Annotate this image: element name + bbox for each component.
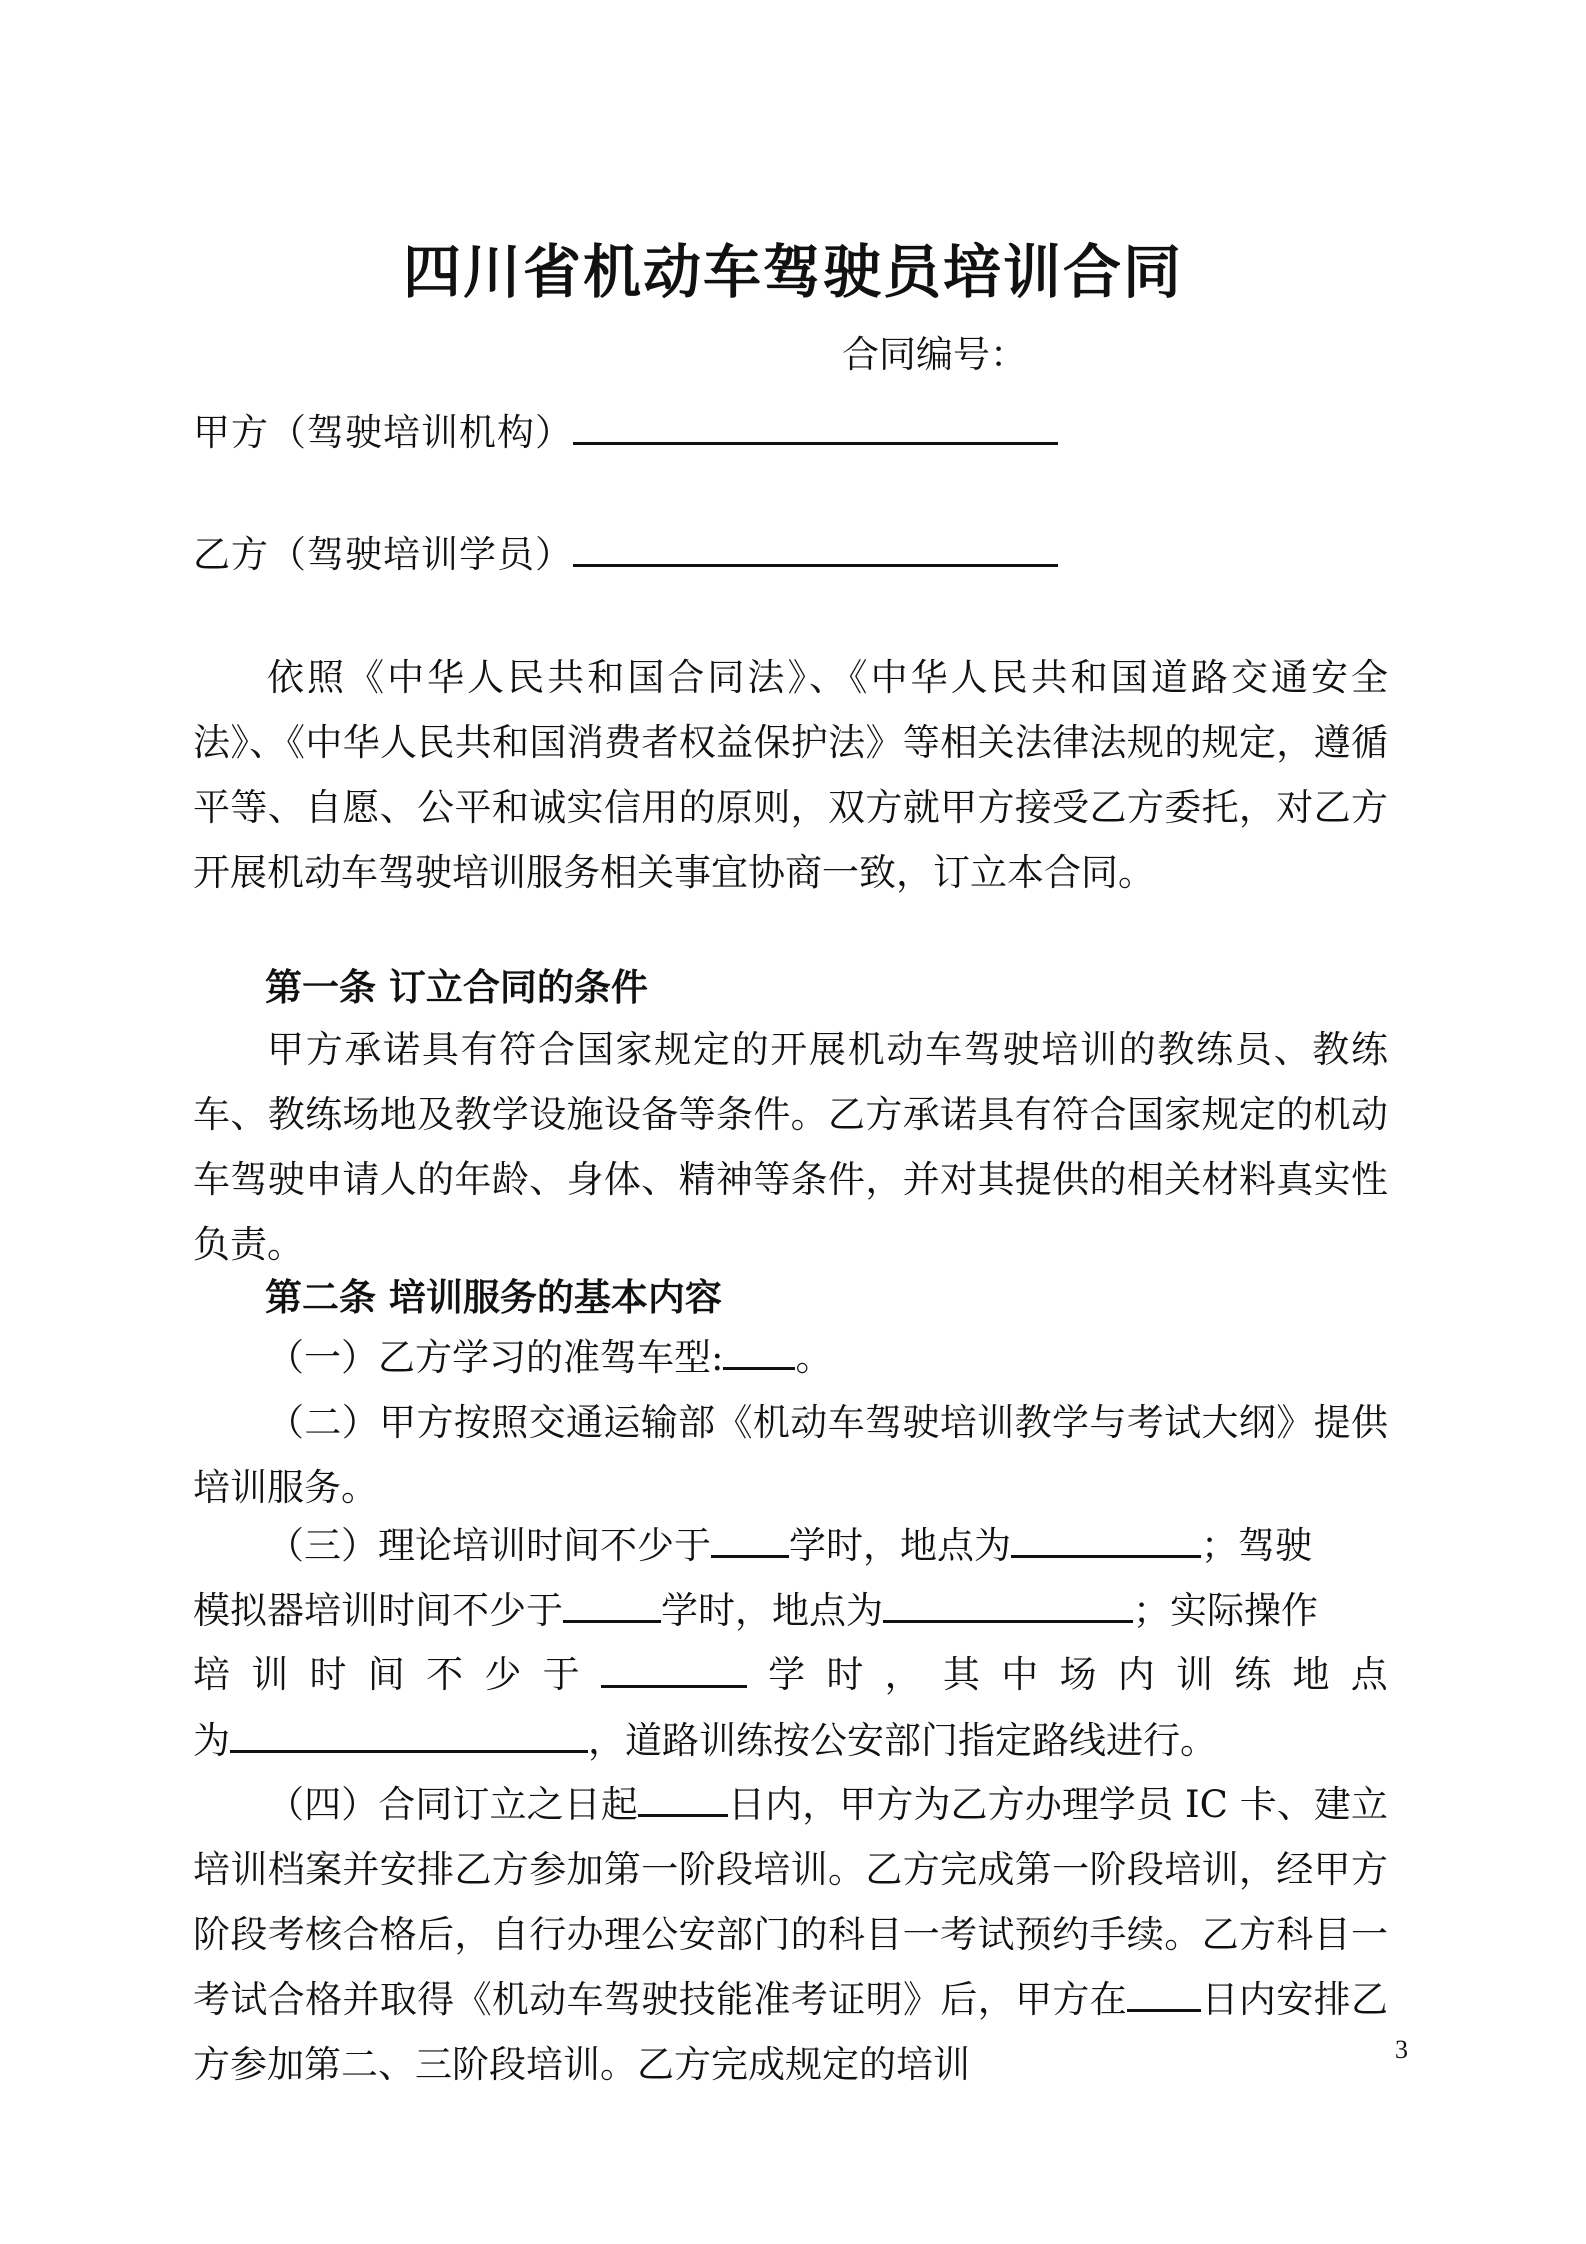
theory-hours-blank[interactable] bbox=[711, 1515, 789, 1558]
article2-heading: 第二条 培训服务的基本内容 bbox=[265, 1276, 722, 1319]
item3-line1-end: ；驾驶 bbox=[1201, 1524, 1312, 1567]
article2-item3-line4 bbox=[193, 1710, 1217, 1771]
item1-end: 。 bbox=[795, 1336, 833, 1379]
article2-item1 bbox=[267, 1327, 832, 1388]
theory-location-blank[interactable] bbox=[1011, 1515, 1201, 1558]
practical-hours-blank[interactable] bbox=[601, 1645, 747, 1688]
article1-heading: 第一条 订立合同的条件 bbox=[265, 966, 648, 1009]
spread-char: 训 bbox=[1175, 1653, 1213, 1696]
article2-item3-line3 bbox=[193, 1645, 1388, 1705]
spread-char: 时 bbox=[826, 1653, 864, 1696]
item3-theory-hours-label: （三）理论培训时间不少于 bbox=[267, 1524, 711, 1567]
spread-char: 点 bbox=[1350, 1653, 1388, 1696]
article2-item3-line1 bbox=[267, 1515, 1312, 1576]
page-title: 四川省机动车驾驶员培训合同 bbox=[402, 238, 1183, 306]
party-a-line bbox=[193, 402, 1058, 463]
party-a-label: 甲方（驾驶培训机构） bbox=[193, 411, 573, 454]
spread-char: 少 bbox=[484, 1653, 522, 1696]
spread-char: ， bbox=[884, 1653, 922, 1696]
item4-text-c: 日内安排乙方参加第二、三阶段培训。乙方完成规定的培训 bbox=[193, 1978, 1389, 2086]
contract-number-label: 合同编号： bbox=[842, 333, 1027, 376]
spread-char: 于 bbox=[542, 1653, 580, 1696]
spread-char: 其 bbox=[942, 1653, 980, 1696]
simulator-location-blank[interactable] bbox=[883, 1580, 1133, 1623]
spread-char: 场 bbox=[1059, 1653, 1097, 1696]
item4-text-b: 日内，甲方为乙方办理学员 IC 卡、建立培训档案并安排乙方参加第一阶段培训。乙方完成第一阶段培训，经甲方阶段考核合格后，自行办理公安部门的科目一考试预约手续。乙方科目一考试合格并取得《机动车驾驶技能准考证明》后，甲方在 bbox=[193, 1783, 1389, 2021]
item3-theory-location-label: 学时，地点为 bbox=[789, 1524, 1011, 1567]
item3-line2-end: ；实际操作 bbox=[1133, 1589, 1318, 1632]
article1-body: 甲方承诺具有符合国家规定的开展机动车驾驶培训的教练员、教练车、教练场地及教学设施设备等条件。乙方承诺具有符合国家规定的机动车驾驶申请人的年龄、身体、精神等条件，并对其提供的相关材料真实性负责。 bbox=[193, 1028, 1388, 1266]
spread-char: 间 bbox=[367, 1653, 405, 1696]
spread-char: 地 bbox=[1292, 1653, 1330, 1696]
item1-text: （一）乙方学习的准驾车型: bbox=[267, 1336, 724, 1379]
item4-text-a: （四）合同订立之日起 bbox=[267, 1783, 638, 1826]
article2-item2: （二）甲方按照交通运输部《机动车驾驶培训教学与考试大纲》提供培训服务。 bbox=[193, 1401, 1388, 1509]
intro-paragraph: 依照《中华人民共和国合同法》、《中华人民共和国道路交通安全法》、《中华人民共和国消费者权益保护法》等相关法律法规的规定，遵循平等、自愿、公平和诚实信用的原则，双方就甲方接受乙方委托，对乙方开展机动车驾驶培训服务相关事宜协商一致，订立本合同。 bbox=[193, 656, 1388, 894]
spread-char: 学 bbox=[768, 1653, 806, 1696]
party-b-line bbox=[193, 524, 1058, 585]
ic-card-days-blank[interactable] bbox=[638, 1776, 728, 1817]
item3-simulator-location-label: 学时，地点为 bbox=[661, 1589, 883, 1632]
page-number: 3 bbox=[1395, 2035, 1408, 2064]
spread-char: 不 bbox=[426, 1653, 464, 1696]
spread-char: 时 bbox=[309, 1653, 347, 1696]
item3-line4-end: ，道路训练按公安部门指定路线进行。 bbox=[588, 1719, 1217, 1762]
party-a-blank[interactable] bbox=[573, 402, 1058, 445]
party-b-label: 乙方（驾驶培训学员） bbox=[193, 533, 573, 576]
article2-item4 bbox=[193, 1772, 1388, 2097]
simulator-hours-blank[interactable] bbox=[563, 1580, 661, 1623]
spread-char: 训 bbox=[251, 1653, 289, 1696]
party-b-blank[interactable] bbox=[573, 524, 1058, 567]
vehicle-type-blank[interactable] bbox=[723, 1327, 795, 1370]
item3-for-label: 为 bbox=[193, 1719, 230, 1762]
spread-char: 练 bbox=[1234, 1653, 1272, 1696]
spread-char: 内 bbox=[1117, 1653, 1155, 1696]
item3-simulator-label: 模拟器培训时间不少于 bbox=[193, 1589, 563, 1632]
spread-char: 培 bbox=[193, 1653, 230, 1696]
article2-item3-line2 bbox=[193, 1580, 1318, 1641]
field-training-location-blank[interactable] bbox=[230, 1710, 588, 1753]
stage-days-blank[interactable] bbox=[1127, 1971, 1201, 2012]
spread-char: 中 bbox=[1001, 1653, 1039, 1696]
